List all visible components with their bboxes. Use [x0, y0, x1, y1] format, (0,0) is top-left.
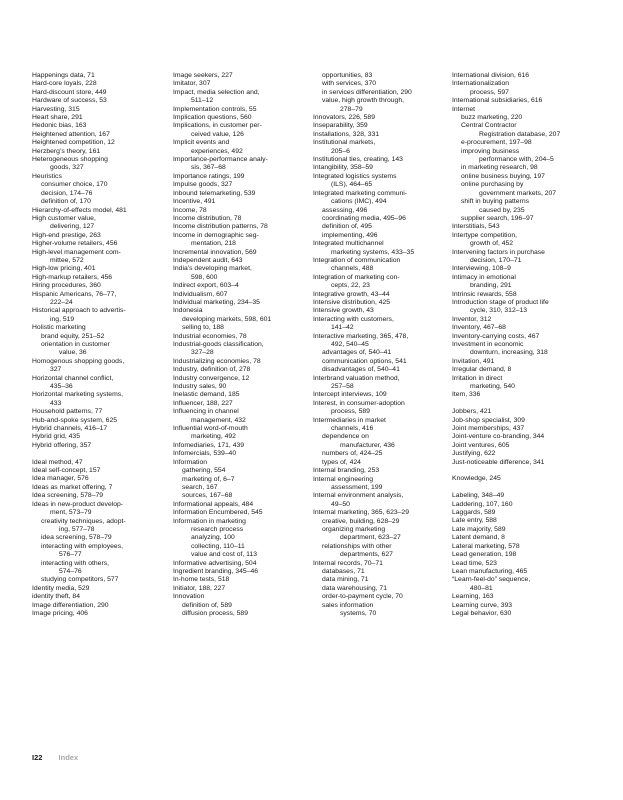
- index-entry: Inbound telemarketing, 539: [173, 189, 256, 197]
- index-subentry: Central Contractor: [461, 122, 517, 130]
- index-subentry: orientation in customer: [41, 341, 110, 348]
- index-subentry: communication options, 541: [322, 357, 407, 365]
- index-entry: Hard-core loyals, 228: [32, 80, 97, 88]
- letter-section-gap: [452, 400, 580, 408]
- index-entry: Importance-performance analy-: [173, 156, 268, 164]
- index-entry: Internet: [452, 105, 476, 113]
- index-subentry: 141–42: [331, 324, 354, 332]
- index-subentry: definition of, 170: [41, 198, 91, 206]
- index-subentry: analyzing, 100: [191, 534, 235, 542]
- index-entry: Indonesia: [173, 307, 203, 315]
- index-entry: Industry sales, 90: [173, 383, 227, 391]
- index-entry: Implementation controls, 55: [173, 105, 257, 113]
- index-entry: Influencing in channel: [173, 408, 239, 416]
- index-entry: Lead time, 523: [452, 559, 497, 567]
- index-subentry: coordinating media, 495–96: [322, 214, 406, 222]
- index-subentry: growth of, 452: [470, 240, 514, 248]
- index-entry: Influential word-of-mouth: [173, 425, 248, 433]
- index-entry: Historical approach to advertis-: [32, 307, 126, 315]
- letter-section-gap: [452, 467, 580, 475]
- index-entry: Individualism, 607: [173, 290, 228, 298]
- index-entry: Idea manager, 576: [32, 475, 89, 483]
- index-entry: Hybrid channels, 416–17: [32, 425, 108, 433]
- index-subentry: 435–36: [50, 383, 73, 391]
- index-entry: Intimacy in emotional: [452, 273, 516, 281]
- index-subentry: search, 167: [182, 483, 218, 491]
- index-subentry: gathering, 554: [182, 467, 226, 475]
- index-entry: Ideal method, 47: [32, 458, 83, 466]
- index-subentry: 511–12: [191, 97, 214, 105]
- index-entry: Hierarchy-of-effects model, 481: [32, 206, 127, 214]
- index-subentry: shift in buying patterns: [461, 198, 530, 206]
- index-subentry: 257–58: [331, 383, 354, 391]
- index-entry: Hedonic bias, 163: [32, 122, 87, 130]
- index-subentry: 574–76: [59, 567, 82, 575]
- index-entry: Harvesting, 315: [32, 105, 80, 113]
- index-entry: Internal branding, 253: [313, 467, 380, 475]
- index-entry: Lean manufacturing, 465: [452, 567, 528, 575]
- index-entry: Hardware of success, 53: [32, 97, 107, 105]
- index-column-3: [313, 72, 441, 618]
- index-entry: Intensive growth, 43: [313, 307, 374, 315]
- index-subentry: branding, 291: [470, 282, 512, 290]
- index-entry: High-low pricing, 401: [32, 265, 96, 273]
- index-subentry: e-procurement, 197–98: [461, 139, 532, 147]
- index-subentry: value, 36: [59, 349, 87, 357]
- index-entry: Happenings data, 71: [32, 72, 95, 79]
- index-entry: Heightened competition, 12: [32, 139, 115, 147]
- index-subentry: channels, 416: [331, 425, 374, 433]
- index-subentry: ing, 519: [50, 315, 75, 323]
- index-entry: International division, 616: [452, 72, 530, 79]
- index-entry: Infomediaries, 171, 439: [173, 441, 245, 449]
- index-entry: Ideal self-concept, 157: [32, 467, 101, 475]
- index-subentry: selling to, 188: [182, 324, 224, 332]
- index-entry: Homogenous shopping goods,: [32, 357, 125, 365]
- index-entry: Ideas as market offering, 7: [32, 483, 113, 491]
- index-subentry: decision, 170–71: [470, 256, 522, 264]
- index-entry: Intercept interviews, 109: [313, 391, 387, 399]
- index-subentry: decision, 174–76: [41, 189, 93, 197]
- index-subentry: ment, 573–79: [50, 509, 92, 517]
- index-subentry: relationships with other: [322, 542, 392, 550]
- index-subentry: databases, 71: [322, 567, 365, 575]
- index-entry: Introduction stage of product life: [452, 298, 549, 306]
- index-subentry: experiences, 492: [191, 147, 243, 155]
- letter-section-gap: [452, 484, 580, 492]
- index-entry: Impact, media selection and,: [173, 88, 260, 96]
- index-entry: Irregular demand, 8: [452, 366, 512, 374]
- index-subentry: definition of, 589: [182, 601, 232, 609]
- index-subentry: marketing of, 6–7: [182, 475, 235, 483]
- index-entry: Hiring procedures, 360: [32, 282, 101, 290]
- index-subentry: 576–77: [59, 551, 82, 559]
- index-subentry: manufacturer, 436: [340, 441, 395, 449]
- index-subentry: goods, 327: [50, 164, 84, 172]
- index-entry: Late entry, 588: [452, 517, 497, 525]
- index-entry: Inventor, 312: [452, 315, 492, 323]
- index-entry: Infomercials, 539–40: [173, 450, 237, 458]
- index-entry: Intrinsic rewards, 558: [452, 290, 517, 298]
- index-entry: Intertype competition,: [452, 231, 517, 239]
- index-entry: High customer value,: [32, 214, 96, 222]
- index-subentry: creative, building, 628–29: [322, 517, 400, 525]
- index-entry: Legal behavior, 630: [452, 609, 512, 617]
- index-entry: Information: [173, 458, 208, 466]
- index-subentry: mittee, 572: [50, 256, 84, 264]
- index-subentry: data mining, 71: [322, 576, 369, 584]
- index-subentry: numbers of, 424–25: [322, 450, 383, 458]
- index-subentry: government markets, 207: [479, 189, 557, 197]
- index-subentry: department, 623–27: [340, 534, 401, 542]
- index-subentry: improving business: [461, 147, 520, 155]
- index-entry: Internal engineering: [313, 475, 374, 483]
- index-entry: Industry, definition of, 278: [173, 366, 251, 374]
- index-entry: Image differentiation, 290: [32, 601, 109, 609]
- index-entry: Joint memberships, 437: [452, 425, 525, 433]
- index-entry: Integration of communication: [313, 256, 401, 264]
- index-subentry: 327: [50, 366, 62, 374]
- index-subentry: 222–24: [50, 298, 73, 306]
- index-entry: Initiator, 188, 227: [173, 584, 226, 592]
- index-entry: Idea screening, 578–79: [32, 492, 104, 500]
- index-entry: Irritation in direct: [452, 374, 503, 382]
- index-subentry: assessment, 199: [331, 483, 383, 491]
- index-entry: Intangibility, 358–59: [313, 164, 373, 172]
- index-entry: International subsidiaries, 616: [452, 97, 543, 105]
- running-head: Index: [58, 753, 79, 762]
- index-subentry: sales information: [322, 601, 374, 609]
- index-entry: Income, 78: [173, 206, 207, 214]
- index-entry: Laddering, 107, 160: [452, 500, 513, 508]
- index-column-1: [32, 72, 160, 618]
- index-subentry: opportunities, 83: [322, 72, 373, 79]
- index-entry: Heuristics: [32, 172, 62, 180]
- index-entry: Interviewing, 108–9: [452, 265, 511, 273]
- index-subentry: 433: [50, 399, 62, 407]
- index-subentry: Registration database, 207: [479, 130, 561, 138]
- index-subentry: departments, 627: [340, 551, 393, 559]
- index-entry: Inseparability, 359: [313, 122, 368, 130]
- index-entry: Herzberg’s theory, 161: [32, 147, 101, 155]
- index-entry: Higher-volume retailers, 456: [32, 240, 118, 248]
- index-entry: Justifying, 622: [452, 450, 496, 458]
- index-subentry: organizing marketing: [322, 525, 386, 533]
- index-subentry: order-to-payment cycle, 70: [322, 593, 403, 601]
- index-entry: In-home tests, 518: [173, 576, 230, 584]
- index-entry: Integrative growth, 43–44: [313, 290, 390, 298]
- index-entry: Incentive, 491: [173, 198, 216, 206]
- index-entry: Internal records, 70–71: [313, 559, 383, 567]
- index-entry: Integrated multichannel: [313, 240, 384, 248]
- index-entry: Lateral marketing, 578: [452, 542, 520, 550]
- index-entry: Interest, in consumer-adoption: [313, 399, 405, 407]
- index-subentry: supplier search, 196–97: [461, 214, 534, 222]
- index-subentry: types of, 424: [322, 458, 361, 466]
- index-entry: Information Encumbered, 545: [173, 509, 263, 517]
- index-entry: Implications, in customer per-: [173, 122, 262, 130]
- index-subentry: delivering, 127: [50, 223, 95, 231]
- index-entry: Imitator, 307: [173, 80, 211, 88]
- index-subentry: collecting, 110–11: [191, 542, 245, 550]
- index-entry: Industrial economies, 78: [173, 332, 247, 340]
- index-entry: Implication questions, 560: [173, 114, 252, 122]
- index-entry: High-level management com-: [32, 248, 121, 256]
- index-subentry: dependence on: [322, 433, 369, 441]
- index-column-4: [452, 72, 580, 618]
- index-subentry: cycle, 310, 312–13: [470, 307, 528, 315]
- index-entry: India’s developing market,: [173, 265, 252, 273]
- index-subentry: buzz marketing, 220: [461, 114, 523, 122]
- index-entry: Industrial-goods classification,: [173, 341, 264, 348]
- index-entry: High-markup retailers, 456: [32, 273, 113, 281]
- index-entry: Laggards, 589: [452, 509, 496, 517]
- index-subentry: caused by, 235: [479, 206, 525, 214]
- index-subentry: marketing, 540: [470, 383, 515, 391]
- index-entry: Industry convergence, 12: [173, 374, 250, 382]
- index-entry: Heightened attention, 167: [32, 130, 110, 138]
- index-entry: Hard-discount store, 449: [32, 88, 107, 96]
- index-entry: Income distribution, 78: [173, 214, 242, 222]
- index-subentry: marketing, 492: [191, 433, 236, 441]
- index-subentry: idea screening, 578–79: [41, 534, 112, 542]
- index-entry: Just-noticeable difference, 341: [452, 458, 545, 466]
- index-subentry: sis, 367–68: [191, 164, 226, 172]
- index-entry: Hub-and-spoke system, 625: [32, 416, 118, 424]
- index-subentry: (ILS), 464–65: [331, 181, 373, 189]
- index-subentry: disadvantages of, 540–41: [322, 366, 400, 374]
- index-subentry: in marketing research, 98: [461, 164, 538, 172]
- index-entry: Ingredient branding, 345–46: [173, 567, 259, 575]
- index-subentry: data warehousing, 71: [322, 584, 387, 592]
- index-entry: Image pricing, 406: [32, 609, 88, 617]
- index-subentry: 598, 600: [191, 273, 218, 281]
- index-entry: Integration of marketing con-: [313, 273, 400, 281]
- index-entry: Learning, 163: [452, 593, 494, 601]
- index-entry: Internal marketing, 365, 623–29: [313, 509, 409, 517]
- index-entry: Hybrid offering, 357: [32, 441, 92, 449]
- index-subentry: 480–81: [470, 584, 493, 592]
- index-entry: Joint ventures, 605: [452, 441, 510, 449]
- index-entry: Intermediaries in market: [313, 416, 386, 424]
- index-entry: Interstitials, 543: [452, 223, 500, 231]
- index-entry: Hispanic Americans, 76–77,: [32, 290, 117, 298]
- index-subentry: consumer choice, 170: [41, 181, 108, 189]
- index-entry: Intervening factors in purchase: [452, 248, 545, 256]
- index-subentry: definition of, 495: [322, 223, 372, 231]
- index-entry: Image seekers, 227: [173, 72, 233, 79]
- index-entry: identity theft, 84: [32, 593, 80, 601]
- index-subentry: mentation, 218: [191, 240, 236, 248]
- index-entry: Interbrand valuation method,: [313, 374, 400, 382]
- index-column-2: [173, 72, 301, 618]
- index-subentry: interacting with others,: [41, 559, 110, 567]
- index-subentry: management, 432: [191, 416, 246, 424]
- index-subentry: implementing, 496: [322, 231, 378, 239]
- index-subentry: process, 597: [470, 88, 509, 96]
- index-entry: Household patterns, 77: [32, 408, 103, 416]
- index-entry: Indirect export, 603–4: [173, 282, 239, 290]
- index-entry: Incremental innovation, 569: [173, 248, 257, 256]
- index-entry: Internationalization: [452, 80, 510, 88]
- index-entry: Institutional markets,: [313, 139, 376, 147]
- index-subentry: cations (IMC), 494: [331, 198, 387, 206]
- index-entry: Installations, 328, 331: [313, 130, 380, 138]
- index-entry: Identity media, 529: [32, 584, 90, 592]
- index-entry: Importance ratings, 199: [173, 172, 245, 180]
- index-subentry: assessing, 496: [322, 206, 368, 214]
- index-entry: Labeling, 348–49: [452, 492, 505, 500]
- index-entry: Hybrid grid, 435: [32, 433, 80, 441]
- index-entry: Impulse goods, 327: [173, 181, 233, 189]
- index-entry: Integrated marketing communi-: [313, 189, 408, 197]
- index-entry: Horizontal marketing systems,: [32, 391, 124, 399]
- index-entry: Innovation: [173, 593, 205, 601]
- index-subentry: interacting with employees,: [41, 542, 123, 550]
- index-entry: Industrializing economies, 78: [173, 357, 261, 365]
- index-entry: Information in marketing: [173, 517, 246, 525]
- page-number: I22: [32, 753, 43, 762]
- index-entry: Holistic marketing: [32, 324, 86, 332]
- index-subentry: with services, 370: [322, 80, 377, 88]
- index-subentry: diffusion process, 589: [182, 610, 248, 617]
- index-subentry: marketing systems, 433–35: [331, 248, 415, 256]
- index-entry: Inventory, 467–68: [452, 324, 506, 332]
- index-entry: Invitation, 491: [452, 357, 495, 365]
- index-entry: Knowledge, 245: [452, 475, 501, 483]
- index-entry: Inventory-carrying costs, 467: [452, 332, 540, 340]
- index-subentry: cepts, 22, 23: [331, 282, 370, 290]
- index-entry: Income in demographic seg-: [173, 231, 259, 239]
- index-entry: Implicit events and: [173, 139, 230, 147]
- index-entry: Item, 336: [452, 391, 481, 399]
- index-entry: Inelastic demand, 185: [173, 391, 240, 399]
- index-subentry: ing, 577–78: [59, 525, 95, 533]
- index-subentry: value, high growth through,: [322, 97, 404, 105]
- index-entry: Innovators, 226, 589: [313, 114, 375, 122]
- index-subentry: ceived value, 126: [191, 130, 244, 138]
- index-subentry: sources, 167–68: [182, 492, 233, 500]
- index-entry: Joint-venture co-branding, 344: [452, 433, 545, 441]
- index-subentry: value and cost of, 113: [191, 551, 258, 559]
- index-entry: Learning curve, 393: [452, 601, 513, 609]
- index-subentry: in services differentiation, 290: [322, 88, 412, 96]
- index-entry: “Learn-feel-do” sequence,: [452, 576, 531, 584]
- index-subentry: studying competitors, 577: [41, 576, 119, 584]
- index-subentry: systems, 70: [340, 610, 377, 617]
- index-subentry: 205–6: [331, 147, 350, 155]
- index-subentry: 327–28: [191, 349, 214, 357]
- index-subentry: 492, 540–45: [331, 341, 369, 348]
- index-subentry: developing markets, 598, 601: [182, 315, 272, 323]
- index-entry: Individual marketing, 234–35: [173, 298, 260, 306]
- index-entry: Informative advertising, 504: [173, 559, 257, 567]
- index-subentry: creativity techniques, adopt-: [41, 517, 126, 525]
- index-entry: Independent audit, 643: [173, 256, 243, 264]
- index-entry: Investment in economic: [452, 341, 524, 348]
- index-entry: Intensive distribution, 425: [313, 298, 391, 306]
- index-subentry: performance with, 204–5: [479, 156, 554, 164]
- page-footer: [32, 753, 78, 762]
- index-entry: Jobbers, 421: [452, 408, 492, 416]
- index-entry: Job-shop specialist, 309: [452, 416, 525, 424]
- index-subentry: online purchasing by: [461, 181, 524, 189]
- index-entry: Lead generation, 198: [452, 551, 517, 559]
- index-entry: Latent demand, 8: [452, 534, 505, 542]
- index-subentry: downturn, increasing, 318: [470, 349, 548, 357]
- index-entry: Internal environment analysis,: [313, 492, 404, 500]
- index-subentry: research process: [191, 525, 244, 533]
- index-entry: Interacting with customers,: [313, 315, 394, 323]
- index-entry: Heterogeneous shopping: [32, 156, 108, 164]
- index-entry: Interactive marketing, 365, 478,: [313, 332, 409, 340]
- index-subentry: process, 589: [331, 408, 370, 416]
- index-entry: Heart share, 291: [32, 114, 83, 122]
- index-subentry: brand equity, 251–52: [41, 332, 105, 340]
- index-subentry: online business buying, 197: [461, 172, 545, 180]
- index-entry: Informational appeals, 484: [173, 500, 254, 508]
- index-entry: High-end prestige, 263: [32, 231, 101, 239]
- index-subentry: advantages of, 540–41: [322, 349, 392, 357]
- index-entry: Integrated logistics systems: [313, 172, 397, 180]
- index-entry: Late majority, 589: [452, 525, 506, 533]
- index-entry: Ideas in new-product develop-: [32, 500, 124, 508]
- index-entry: Horizontal channel conflict,: [32, 374, 114, 382]
- letter-section-gap: [32, 450, 160, 458]
- index-subentry: 278–79: [340, 105, 363, 113]
- index-subentry: 49–50: [331, 500, 350, 508]
- index-entry: Income distribution patterns, 78: [173, 223, 268, 231]
- index-subentry: channels, 488: [331, 265, 374, 273]
- index-entry: Influencer, 188, 227: [173, 399, 233, 407]
- index-entry: Institutional ties, creating, 143: [313, 156, 403, 164]
